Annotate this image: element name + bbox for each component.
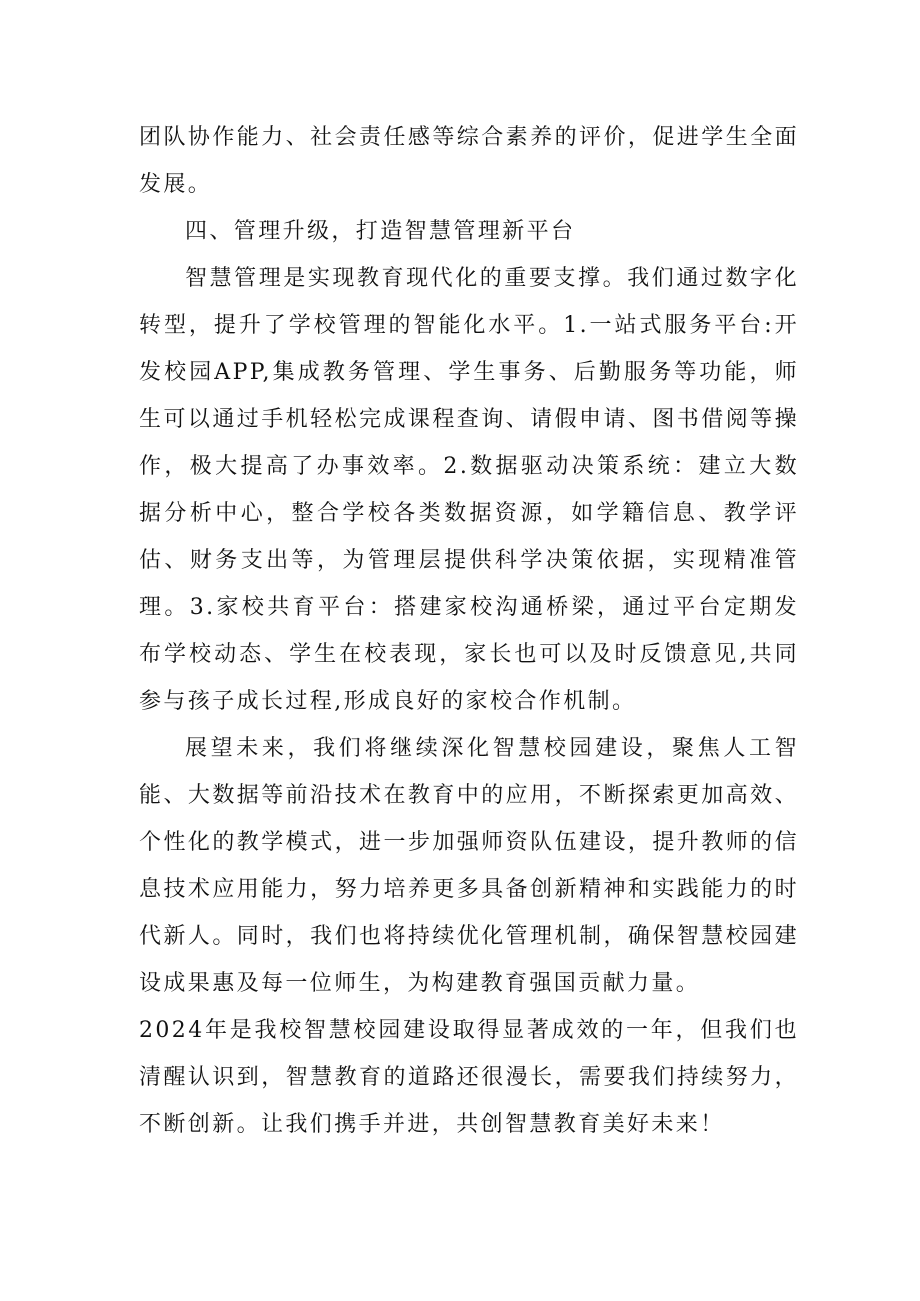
paragraph-conclusion: 2024年是我校智慧校园建设取得显著成效的一年，但我们也清醒认识到，智慧教育的道路还很漫长，需要我们持续努力，不断创新。让我们携手并进，共创智慧教育美好未来！ xyxy=(139,1018,799,1137)
paragraph-continuation: 团队协作能力、社会责任感等综合素养的评价，促进学生全面发展。 xyxy=(139,125,799,197)
section-heading-management: 四、管理升级，打造智慧管理新平台 xyxy=(185,219,576,244)
paragraph-smart-management: 智慧管理是实现教育现代化的重要支撑。我们通过数字化转型，提升了学校管理的智能化水平。1.一站式服务平台:开发校园APP,集成教务管理、学生事务、后勤服务等功能，师生可以通过手机轻松完成课程查询、请假申请、图书借阅等操作，极大提高了办事效率。2.数据驱动决策系统：建立大数据分析中心，整合学校各类数据资源，如学籍信息、教学评估、财务支出等，为管理层提供科学决策依据，实现精准管理。3.家校共育平台：搭建家校沟通桥梁，通过平台定期发布学校动态、学生在校表现，家长也可以及时反馈意见,共同参与孩子成长过程,形成良好的家校合作机制。 xyxy=(139,266,799,714)
document-body xyxy=(139,114,799,1148)
paragraph-outlook: 展望未来，我们将继续深化智慧校园建设，聚焦人工智能、大数据等前沿技术在教育中的应用，不断探索更加高效、个性化的教学模式，进一步加强师资队伍建设，提升教师的信息技术应用能力，努力培养更多具备创新精神和实践能力的时代新人。同时，我们也将持续优化管理机制，确保智慧校园建设成果惠及每一位师生，为构建教育强国贡献力量。 xyxy=(139,736,799,996)
